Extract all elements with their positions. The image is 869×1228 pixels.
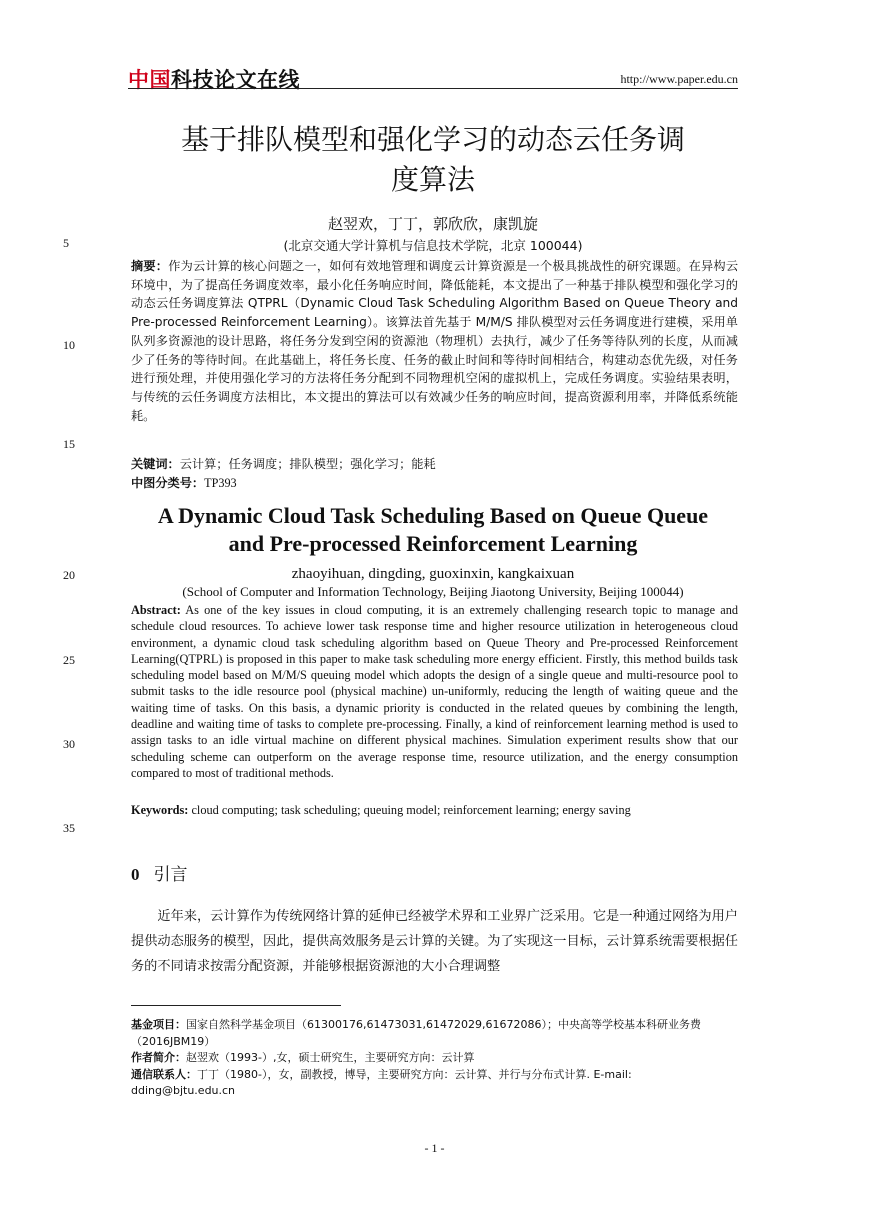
footnote-contact	[131, 1067, 738, 1100]
line-number: 10	[63, 338, 75, 352]
line-number: 20	[63, 568, 75, 582]
english-title-line-2: and Pre-processed Reinforcement Learning	[228, 531, 638, 556]
site-logo[interactable]	[128, 64, 300, 94]
author-bio-text: 赵翌欢（1993-）,女，硕士研究生，主要研究方向：云计算	[186, 1051, 475, 1064]
footnote-funding	[131, 1017, 738, 1050]
footnote-divider	[131, 1005, 341, 1006]
chinese-affiliation: (北京交通大学计算机与信息技术学院，北京 100044)	[283, 238, 583, 253]
author-bio-label: 作者简介：	[131, 1051, 186, 1064]
chinese-abstract-text: 作为云计算的核心问题之一，如何有效地管理和调度云计算资源是一个极具挑战性的研究课题。在异构云环境中，为了提高任务调度效率，最小化任务响应时间，降低能耗，本文提出了一种基于排队模型和强化学习的动态云任务调度算法 QTPRL（Dynamic Cloud Task Scheduling Algorithm Based on Queue Theory and Pre-processed Reinforcement Learning）。该算法首先基于 M/M/S 排队模型对云任务调度进行建模，采用单队列多资源池的设计思路，将任务分发到空闲的资源池（物理机）去执行，减少了任务等待队列的长度，从而减少了任务的等待时间。在此基础上，将任务长度、任务的截止时间和等待时间相结合，构建动态优先级，对任务进行预处理，并使用强化学习的方法将任务分配到不同物理机空闲的虚拟机上，完成任务调度。实验结果表明，与传统的云任务调度方法相比，本文提出的算法可以有效减少任务的响应时间，提高资源利用率，并降低系统能耗。	[131, 259, 739, 423]
logo-red-text: 中国	[128, 68, 171, 92]
chinese-abstract-label: 摘要：	[131, 259, 169, 273]
line-number: 35	[63, 821, 75, 835]
logo-black-text: 科技论文在线	[171, 68, 300, 92]
chinese-classification	[131, 474, 237, 491]
chinese-authors: 赵翌欢，丁丁，郭欣欣，康凯旋	[327, 215, 538, 233]
contact-text: 丁丁（1980-），女，副教授，博导，主要研究方向：云计算、并行与分布式计算. E-mail: dding@bjtu.edu.cn	[131, 1067, 632, 1097]
contact-label: 通信联系人：	[131, 1067, 197, 1081]
chinese-title	[128, 120, 738, 200]
english-authors: zhaoyihuan, dingding, guoxinxin, kangkaixuan	[291, 566, 575, 582]
funding-label: 基金项目：	[131, 1018, 186, 1031]
english-title	[128, 502, 738, 558]
chinese-title-line-2: 度算法	[390, 163, 475, 196]
chinese-keywords-text: 云计算；任务调度；排队模型；强化学习；能耗	[179, 457, 436, 471]
english-title-line-1: A Dynamic Cloud Task Scheduling Based on Queue Queue	[157, 503, 709, 528]
chinese-keywords-label: 关键词：	[131, 457, 180, 471]
header-divider	[128, 88, 738, 89]
classification-code: TP393	[204, 476, 237, 490]
section-number: 0	[131, 865, 140, 884]
chinese-abstract	[131, 257, 738, 425]
site-url[interactable]: http://www.paper.edu.cn	[620, 72, 738, 86]
english-abstract-label: Abstract:	[131, 603, 181, 617]
footnotes	[131, 1017, 738, 1100]
english-abstract	[131, 602, 738, 781]
funding-text: 国家自然科学基金项目（61300176,61473031,61472029,61672086）；中央高等学校基本科研业务费（2016JBM19）	[131, 1018, 701, 1048]
page-number: - 1 -	[424, 1141, 445, 1155]
english-affiliation: (School of Computer and Information Technology, Beijing Jiaotong University, Beijing 100044)	[182, 584, 684, 599]
english-keywords	[131, 803, 631, 818]
chinese-keywords	[131, 455, 436, 472]
section-heading	[131, 860, 188, 885]
footnote-author	[131, 1050, 738, 1067]
intro-paragraph: 近年来，云计算作为传统网络计算的延伸已经被学术界和工业界广泛采用。它是一种通过网络为用户提供动态服务的模型，因此，提供高效服务是云计算的关键。为了实现这一目标，云计算系统需要根据任务的不同请求按需分配资源，并能够根据资源池的大小合理调整	[131, 909, 738, 974]
chinese-title-line-1: 基于排队模型和强化学习的动态云任务调	[180, 123, 685, 156]
english-keywords-label: Keywords:	[131, 803, 189, 817]
line-number: 30	[63, 737, 75, 751]
line-number: 5	[63, 236, 69, 250]
english-abstract-text: As one of the key issues in cloud computing, it is an extremely challenging research topic to manage and schedule cloud resources. To achieve lower task response time and higher resource utilization in heterogeneous cloud environment, a dynamic cloud task scheduling algorithm based on Queue Theory and Pre-processed Reinforcement Learning(QTPRL) is proposed in this paper to make task scheduling more energy efficient. Firstly, this method builds task scheduling model based on M/M/S queuing model which adopts the design of a single queue and multi-resource pool to submit tasks to the idle resource pool (physical machine) un-uniformly, reducing the length of waiting queue and the waiting time of tasks. On this basis, a dynamic priority is conducted in the related queues by combining the length, deadline and waiting time of tasks to complete pre-processing. Finally, a kind of reinforcement learning method is used to assign tasks to an idle virtual machine on different physical machines. Simulation experiment results show that our scheduling scheme can outperform on the average response time, resource utilization, and the energy consumption compared to most of traditional methods.	[131, 603, 738, 780]
line-number: 15	[63, 437, 75, 451]
section-title: 引言	[153, 865, 188, 885]
line-number: 25	[63, 653, 75, 667]
classification-label: 中图分类号：	[131, 476, 205, 490]
english-keywords-text: cloud computing; task scheduling; queuing model; reinforcement learning; energy saving	[188, 803, 631, 817]
